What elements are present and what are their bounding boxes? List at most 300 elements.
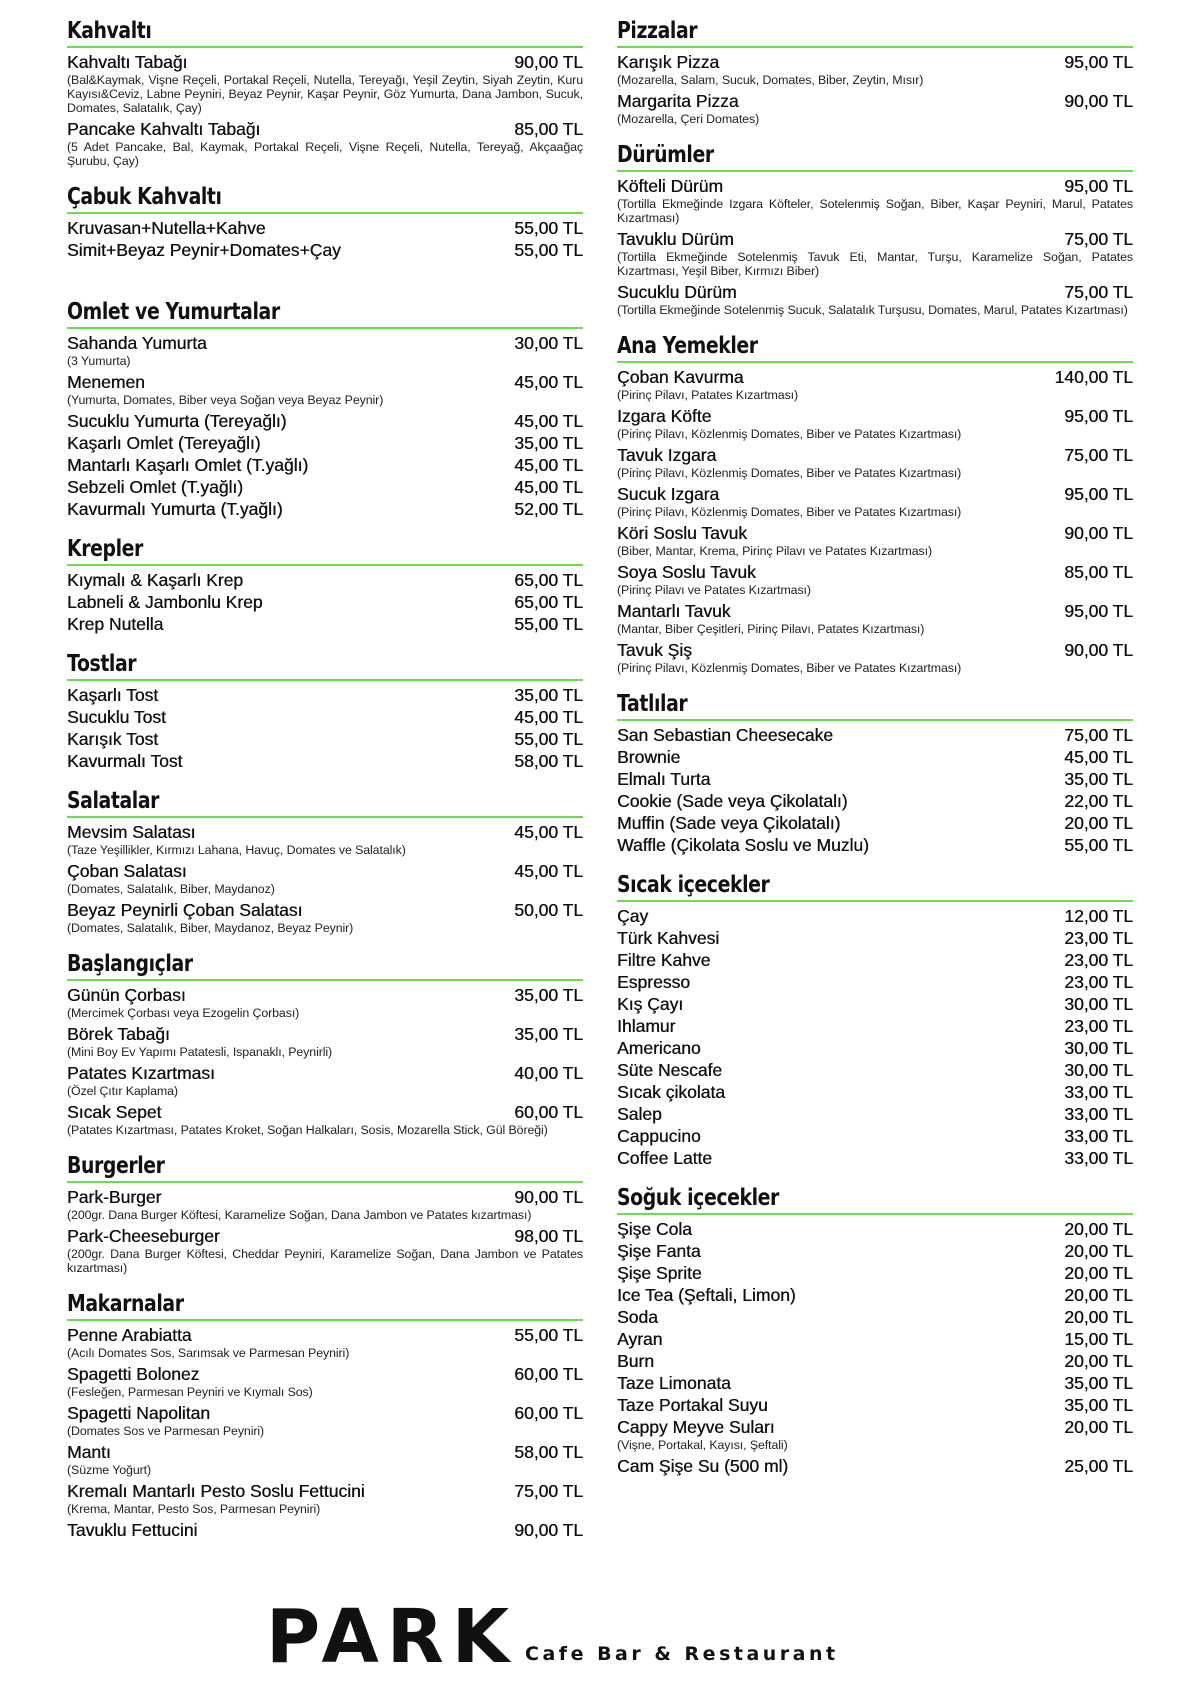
section-sicak-icecekler [617, 872, 1133, 1169]
menu-column-left [67, 18, 583, 1557]
menu-item-price: 65,00 TL [514, 570, 583, 590]
menu-item [67, 432, 583, 454]
menu-item-row [617, 1060, 1133, 1081]
section-title: Dürümler [617, 142, 714, 168]
menu-item-name: Günün Çorbası [67, 985, 186, 1005]
section-soguk-icecekler [617, 1185, 1133, 1477]
menu-item-row [67, 1325, 583, 1346]
menu-item-description: (Tortilla Ekmeğinde Izgara Köfteler, Sotelenmiş Soğan, Biber, Kaşar Peyniri, Marul, Patates Kızartması) [617, 197, 1133, 225]
menu-item-name: Waffle (Çikolata Soslu ve Muzlu) [617, 835, 869, 855]
menu-item-price: 33,00 TL [1064, 1104, 1133, 1124]
menu-item-name: San Sebastian Cheesecake [617, 725, 833, 745]
menu-item [67, 569, 583, 591]
menu-item [67, 1225, 583, 1275]
menu-item-name: Mantı [67, 1442, 111, 1462]
menu-item-row [67, 499, 583, 520]
menu-item-name: Sucuklu Tost [67, 707, 166, 727]
menu-item-row [617, 747, 1133, 768]
menu-item-name: Şişe Cola [617, 1219, 692, 1239]
menu-item [617, 522, 1133, 558]
menu-item-name: Elmalı Turta [617, 769, 711, 789]
menu-item-name: Filtre Kahve [617, 950, 711, 970]
menu-item-row [617, 835, 1133, 856]
menu-item-description: (Patates Kızartması, Patates Kroket, Soğan Halkaları, Sosis, Mozarella Stick, Gül Böreği) [67, 1123, 548, 1137]
menu-item-name: Krep Nutella [67, 614, 164, 634]
menu-item-price: 33,00 TL [1064, 1148, 1133, 1168]
menu-item [67, 1324, 583, 1360]
menu-item-price: 35,00 TL [514, 1024, 583, 1044]
menu-item-price: 55,00 TL [514, 240, 583, 260]
menu-item-row [617, 282, 1133, 303]
menu-item-row [67, 729, 583, 750]
menu-item-price: 23,00 TL [1064, 1016, 1133, 1036]
section-title: Pizzalar [617, 18, 698, 44]
menu-item-row [617, 928, 1133, 949]
menu-item [67, 1062, 583, 1098]
section-pizzalar [617, 18, 1133, 126]
section-omlet-ve-yumurtalar [67, 299, 583, 520]
menu-item-price: 95,00 TL [1064, 406, 1133, 426]
menu-item-description: (Mantar, Biber Çeşitleri, Pirinç Pilavı, Patates Kızartması) [617, 622, 925, 636]
menu-item [617, 1015, 1133, 1037]
menu-item-name: Cookie (Sade veya Çikolatalı) [617, 791, 848, 811]
section-title: Salatalar [67, 788, 160, 814]
menu-item-name: Kaşarlı Tost [67, 685, 159, 705]
menu-item-price: 55,00 TL [514, 614, 583, 634]
menu-item-name: Park-Cheeseburger [67, 1226, 220, 1246]
menu-item [67, 613, 583, 635]
menu-item-row [67, 1403, 583, 1424]
menu-item-row [617, 1082, 1133, 1103]
menu-item-name: Patates Kızartması [67, 1063, 215, 1083]
menu-item-price: 85,00 TL [514, 119, 583, 139]
menu-item-name: Çoban Kavurma [617, 367, 744, 387]
menu-item-row [617, 1219, 1133, 1240]
section-tatlilar [617, 691, 1133, 856]
menu-item-description: (Domates, Salatalık, Biber, Maydanoz, Beyaz Peynir) [67, 921, 354, 935]
menu-item-row [617, 972, 1133, 993]
menu-item [617, 834, 1133, 856]
menu-item [617, 1416, 1133, 1452]
menu-item-row [67, 861, 583, 882]
menu-item-price: 95,00 TL [1064, 52, 1133, 72]
menu-item [617, 1059, 1133, 1081]
section-divider [617, 361, 1133, 363]
menu-item [617, 1240, 1133, 1262]
menu-item-price: 23,00 TL [1064, 950, 1133, 970]
menu-item [67, 750, 583, 772]
section-title: Makarnalar [67, 1291, 184, 1317]
menu-item-name: Sucuk Izgara [617, 484, 720, 504]
menu-item-price: 60,00 TL [514, 1364, 583, 1384]
menu-item-price: 50,00 TL [514, 900, 583, 920]
menu-item [617, 812, 1133, 834]
menu-item-name: Labneli & Jambonlu Krep [67, 592, 263, 612]
menu-item-row [67, 685, 583, 706]
menu-item [617, 1394, 1133, 1416]
section-baslangiclar [67, 951, 583, 1137]
menu-item-row [67, 1481, 583, 1502]
menu-item [617, 1103, 1133, 1125]
menu-item [67, 728, 583, 750]
menu-item-name: Taze Limonata [617, 1373, 731, 1393]
menu-column-right [617, 18, 1133, 1493]
menu-item-name: Cappy Meyve Suları [617, 1417, 775, 1437]
menu-item-name: Park-Burger [67, 1187, 162, 1207]
menu-item-name: Ayran [617, 1329, 663, 1349]
menu-item-price: 40,00 TL [514, 1063, 583, 1083]
menu-item-price: 35,00 TL [1064, 1395, 1133, 1415]
menu-item [67, 476, 583, 498]
menu-item-name: Soya Soslu Tavuk [617, 562, 756, 582]
menu-item-name: Simit+Beyaz Peynir+Domates+Çay [67, 240, 341, 260]
menu-item-row [67, 1024, 583, 1045]
section-divider [67, 1181, 583, 1183]
menu-item-description: (Mini Boy Ev Yapımı Patatesli, Ispanaklı, Peynirli) [67, 1045, 333, 1059]
menu-item [617, 1328, 1133, 1350]
menu-item-name: Tavuk Şiş [617, 640, 692, 660]
menu-item-price: 15,00 TL [1064, 1329, 1133, 1349]
menu-item-description: (Mozarella, Salam, Sucuk, Domates, Biber, Zeytin, Mısır) [617, 73, 924, 87]
menu-item-description: (Domates, Salatalık, Biber, Maydanoz) [67, 882, 275, 896]
menu-item [617, 366, 1133, 402]
menu-item-row [617, 1126, 1133, 1147]
menu-item-price: 75,00 TL [514, 1481, 583, 1501]
menu-item [617, 1372, 1133, 1394]
menu-item-row [617, 1395, 1133, 1416]
menu-item-row [617, 1148, 1133, 1169]
menu-item-row [67, 433, 583, 454]
menu-item-name: Şişe Sprite [617, 1263, 702, 1283]
menu-item [67, 118, 583, 168]
menu-item-name: Izgara Köfte [617, 406, 712, 426]
menu-item-name: Espresso [617, 972, 690, 992]
menu-item [67, 1101, 583, 1137]
section-ana-yemekler [617, 333, 1133, 675]
menu-item [617, 768, 1133, 790]
menu-item-description: (Domates Sos ve Parmesan Peyniri) [67, 1424, 265, 1438]
menu-item-price: 35,00 TL [514, 685, 583, 705]
menu-item-name: Taze Portakal Suyu [617, 1395, 768, 1415]
section-title: Başlangıçlar [67, 951, 193, 977]
menu-item-price: 85,00 TL [1064, 562, 1133, 582]
menu-item-name: Karışık Pizza [617, 52, 720, 72]
section-divider [617, 1213, 1133, 1215]
section-kahvalti [67, 18, 583, 168]
menu-item-price: 75,00 TL [1064, 445, 1133, 465]
menu-item-row [617, 229, 1133, 250]
menu-item-price: 90,00 TL [514, 1187, 583, 1207]
menu-item-row [67, 1187, 583, 1208]
section-divider [67, 212, 583, 214]
menu-item-row [617, 1016, 1133, 1037]
menu-item [67, 1480, 583, 1516]
menu-item-row [617, 562, 1133, 583]
menu-item [67, 1186, 583, 1222]
menu-item [617, 949, 1133, 971]
menu-item-row [617, 1373, 1133, 1394]
menu-item-row [617, 725, 1133, 746]
menu-item-name: Kruvasan+Nutella+Kahve [67, 218, 266, 238]
menu-item [67, 371, 583, 407]
menu-item-description: (Mozarella, Çeri Domates) [617, 112, 760, 126]
menu-item [617, 228, 1133, 278]
section-cabuk-kahvalti [67, 184, 583, 261]
menu-item-description: (Tortilla Ekmeğinde Sotelenmiş Sucuk, Salatalık Turşusu, Domates, Marul, Patates Kızartması) [617, 303, 1128, 317]
menu-item-price: 75,00 TL [1064, 229, 1133, 249]
menu-item [617, 561, 1133, 597]
menu-item [617, 790, 1133, 812]
menu-item-name: Çay [617, 906, 649, 926]
menu-item-price: 45,00 TL [514, 477, 583, 497]
section-title: Ana Yemekler [617, 333, 758, 359]
menu-item [617, 971, 1133, 993]
menu-item-name: Sebzeli Omlet (T.yağlı) [67, 477, 244, 497]
menu-item-row [617, 1038, 1133, 1059]
menu-item [617, 405, 1133, 441]
menu-item-price: 95,00 TL [1064, 601, 1133, 621]
menu-item-price: 30,00 TL [1064, 1060, 1133, 1080]
menu-item-name: Spagetti Bolonez [67, 1364, 200, 1384]
menu-item-price: 45,00 TL [514, 707, 583, 727]
menu-item [67, 454, 583, 476]
menu-item-price: 30,00 TL [514, 333, 583, 353]
menu-item [67, 706, 583, 728]
menu-item-row [67, 1063, 583, 1084]
menu-item-name: Kış Çayı [617, 994, 684, 1014]
menu-item-name: Mantarlı Tavuk [617, 601, 731, 621]
section-title: Kahvaltı [67, 18, 152, 44]
menu-item-row [617, 640, 1133, 661]
menu-item [617, 1037, 1133, 1059]
menu-item-row [67, 592, 583, 613]
menu-item [617, 746, 1133, 768]
menu-item-name: Çoban Salatası [67, 861, 187, 881]
section-divider [67, 816, 583, 818]
menu-item-price: 20,00 TL [1064, 813, 1133, 833]
menu-item-description: (Krema, Mantar, Pesto Sos, Parmesan Peyniri) [67, 1502, 321, 1516]
menu-item-row [617, 769, 1133, 790]
menu-item-price: 35,00 TL [514, 985, 583, 1005]
section-title: Omlet ve Yumurtalar [67, 299, 280, 325]
menu-item-name: Kavurmalı Tost [67, 751, 183, 771]
section-title: Tostlar [67, 651, 137, 677]
section-title: Burgerler [67, 1153, 165, 1179]
menu-item-name: Americano [617, 1038, 701, 1058]
menu-item-price: 58,00 TL [514, 751, 583, 771]
menu-item-row [67, 218, 583, 239]
menu-item [67, 217, 583, 239]
menu-item-description: (Özel Çıtır Kaplama) [67, 1084, 178, 1098]
menu-item-price: 90,00 TL [1064, 91, 1133, 111]
menu-item-name: Salep [617, 1104, 662, 1124]
menu-item [67, 899, 583, 935]
menu-item-row [617, 1104, 1133, 1125]
section-divider [617, 170, 1133, 172]
menu-item-description: (Süzme Yoğurt) [67, 1463, 152, 1477]
menu-item [67, 51, 583, 115]
menu-item-price: 30,00 TL [1064, 994, 1133, 1014]
section-title: Sıcak içecekler [617, 872, 770, 898]
menu-item [617, 1147, 1133, 1169]
menu-item-name: Kıymalı & Kaşarlı Krep [67, 570, 244, 590]
menu-item-price: 35,00 TL [1064, 1373, 1133, 1393]
menu-item-price: 20,00 TL [1064, 1351, 1133, 1371]
menu-item-name: Tavuklu Dürüm [617, 229, 734, 249]
menu-item [617, 600, 1133, 636]
menu-item-row [67, 477, 583, 498]
menu-item-name: Cam Şişe Su (500 ml) [617, 1456, 789, 1476]
menu-item-price: 35,00 TL [1064, 769, 1133, 789]
menu-item [617, 927, 1133, 949]
menu-item-price: 30,00 TL [1064, 1038, 1133, 1058]
menu-item [617, 724, 1133, 746]
menu-item-row [617, 1241, 1133, 1262]
menu-item [617, 281, 1133, 317]
menu-item [617, 1455, 1133, 1477]
menu-item [67, 591, 583, 613]
menu-item-price: 20,00 TL [1064, 1219, 1133, 1239]
menu-item-row [617, 406, 1133, 427]
section-divider [617, 900, 1133, 902]
menu-item-price: 55,00 TL [514, 218, 583, 238]
menu-item-description: (Mercimek Çorbası veya Ezogelin Çorbası) [67, 1006, 300, 1020]
section-burgerler [67, 1153, 583, 1275]
menu-item [617, 1218, 1133, 1240]
menu-item-name: Coffee Latte [617, 1148, 713, 1168]
menu-item [617, 1262, 1133, 1284]
menu-item-price: 20,00 TL [1064, 1263, 1133, 1283]
menu-item-name: Tavuklu Fettucini [67, 1520, 198, 1540]
menu-item-name: Sucuklu Yumurta (Tereyağlı) [67, 411, 287, 431]
menu-item-name: Pancake Kahvaltı Tabağı [67, 119, 261, 139]
menu-item-price: 45,00 TL [514, 372, 583, 392]
menu-item [617, 993, 1133, 1015]
menu-item-price: 65,00 TL [514, 592, 583, 612]
menu-item-price: 95,00 TL [1064, 484, 1133, 504]
menu-item-name: Şişe Fanta [617, 1241, 701, 1261]
menu-item [67, 684, 583, 706]
menu-item-row [617, 906, 1133, 927]
menu-item-row [617, 1456, 1133, 1477]
menu-item-row [67, 52, 583, 73]
menu-item-description: (Fesleğen, Parmesan Peyniri ve Kıymalı Sos) [67, 1385, 313, 1399]
menu-item-name: Muffin (Sade veya Çikolatalı) [617, 813, 841, 833]
menu-item-row [67, 570, 583, 591]
menu-item-row [67, 1442, 583, 1463]
menu-item-price: 75,00 TL [1064, 725, 1133, 745]
menu-item-price: 45,00 TL [1064, 747, 1133, 767]
menu-item-name: Tavuk Izgara [617, 445, 717, 465]
menu-item-name: Süte Nescafe [617, 1060, 723, 1080]
menu-item-row [617, 176, 1133, 197]
menu-item-row [67, 707, 583, 728]
menu-item [67, 239, 583, 261]
menu-item [67, 410, 583, 432]
menu-item-price: 55,00 TL [1064, 835, 1133, 855]
menu-item [617, 175, 1133, 225]
menu-item-description: (Bal&Kaymak, Vişne Reçeli, Portakal Reçeli, Nutella, Tereyağı, Yeşil Zeytin, Siyah Zeytin, Kuru Kayısı&Ceviz, Labne Peyniri, Beyaz Peynir, Kaşar Peynir, Göz Yumurta, Dana Jambon, Sucuk, Domates, Salatalık, Çay) [67, 73, 583, 115]
menu-item-description: (Pirinç Pilavı ve Patates Kızartması) [617, 583, 811, 597]
menu-item-name: Mevsim Salatası [67, 822, 196, 842]
section-title: Tatlılar [617, 691, 688, 717]
menu-item-price: 90,00 TL [1064, 523, 1133, 543]
menu-item [67, 1402, 583, 1438]
section-durumler [617, 142, 1133, 317]
menu-item-row [67, 1226, 583, 1247]
menu-item-price: 20,00 TL [1064, 1417, 1133, 1437]
menu-item [617, 483, 1133, 519]
menu-item-name: Sahanda Yumurta [67, 333, 207, 353]
footer-logo [266, 1594, 839, 1680]
menu-item-description: (Biber, Mantar, Krema, Pirinç Pilavı ve Patates Kızartması) [617, 544, 932, 558]
menu-item-row [67, 1364, 583, 1385]
section-divider [67, 46, 583, 48]
section-makarnalar [67, 1291, 583, 1541]
menu-item [617, 1306, 1133, 1328]
section-divider [617, 719, 1133, 721]
menu-item [67, 1363, 583, 1399]
menu-item-row [617, 367, 1133, 388]
menu-item-description: (Pirinç Pilavı, Patates Kızartması) [617, 388, 799, 402]
menu-item-price: 140,00 TL [1054, 367, 1133, 387]
menu-item-name: Cappucino [617, 1126, 701, 1146]
menu-item-name: Mantarlı Kaşarlı Omlet (T.yağlı) [67, 455, 309, 475]
menu-item-price: 20,00 TL [1064, 1307, 1133, 1327]
menu-item-description: (Tortilla Ekmeğinde Sotelenmiş Tavuk Eti, Mantar, Turşu, Karamelize Soğan, Patates Kızartması, Yeşil Biber, Kırmızı Biber) [617, 250, 1133, 278]
menu-item-price: 98,00 TL [514, 1226, 583, 1246]
menu-item [617, 90, 1133, 126]
menu-item-price: 45,00 TL [514, 455, 583, 475]
menu-item-row [617, 523, 1133, 544]
menu-item-price: 33,00 TL [1064, 1082, 1133, 1102]
menu-item-name: Brownie [617, 747, 681, 767]
logo-subtitle: Cafe Bar & Restaurant [525, 1643, 839, 1665]
menu-item-price: 20,00 TL [1064, 1241, 1133, 1261]
menu-item-row [67, 372, 583, 393]
menu-item-name: Ihlamur [617, 1016, 676, 1036]
menu-item-price: 60,00 TL [514, 1403, 583, 1423]
menu-item-row [617, 601, 1133, 622]
menu-item-name: Sıcak çikolata [617, 1082, 725, 1102]
section-title: Çabuk Kahvaltı [67, 184, 222, 210]
menu-item [617, 1125, 1133, 1147]
section-divider [67, 979, 583, 981]
menu-item-row [617, 791, 1133, 812]
menu-item-name: Penne Arabiatta [67, 1325, 192, 1345]
menu-item [617, 444, 1133, 480]
menu-item [617, 1284, 1133, 1306]
menu-item-price: 60,00 TL [514, 1102, 583, 1122]
menu-item-price: 35,00 TL [514, 433, 583, 453]
menu-item [67, 860, 583, 896]
menu-item-row [67, 822, 583, 843]
menu-item [67, 498, 583, 520]
menu-item-row [617, 1417, 1133, 1438]
menu-item-price: 25,00 TL [1064, 1456, 1133, 1476]
menu-item-row [67, 240, 583, 261]
menu-item [617, 51, 1133, 87]
menu-item [617, 639, 1133, 675]
section-krepler [67, 536, 583, 635]
menu-item-description: (Yumurta, Domates, Biber veya Soğan veya Beyaz Peynir) [67, 393, 384, 407]
section-divider [617, 46, 1133, 48]
menu-item-row [617, 1285, 1133, 1306]
menu-item-row [67, 411, 583, 432]
menu-item-row [617, 445, 1133, 466]
menu-item-price: 12,00 TL [1064, 906, 1133, 926]
menu-item [67, 821, 583, 857]
